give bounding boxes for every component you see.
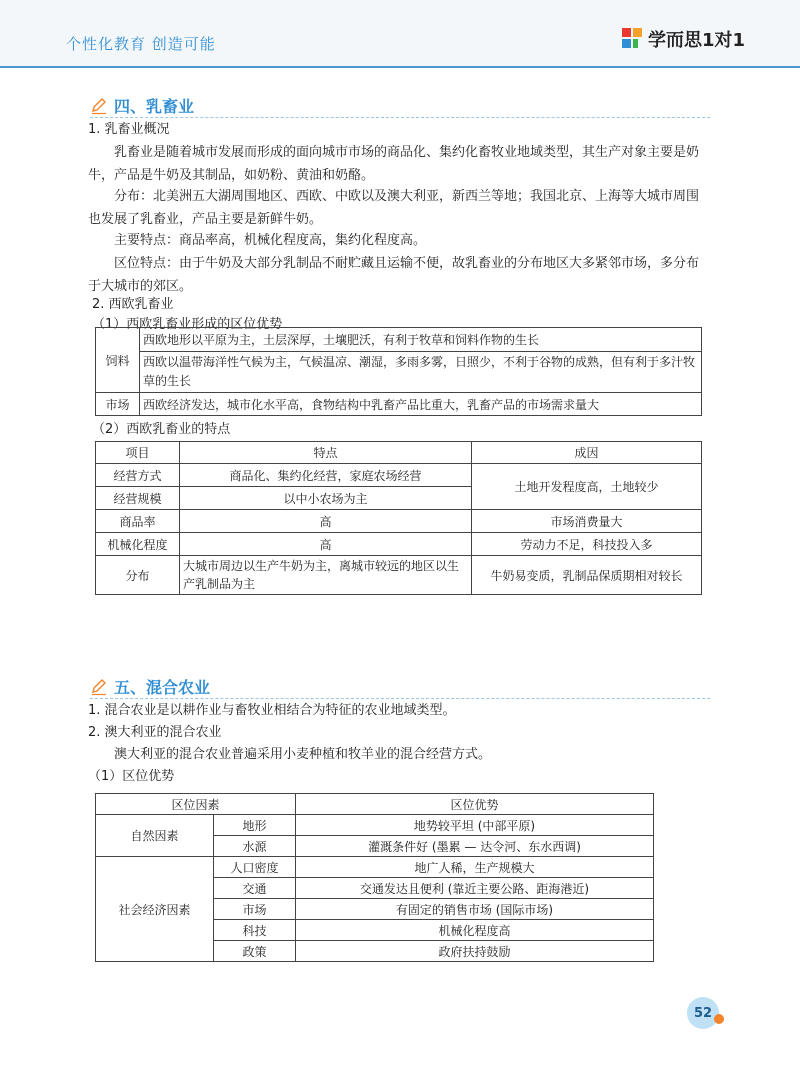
row-advantage: 地势较平坦 (中部平原) (296, 815, 654, 836)
row-factor: 地形 (214, 815, 296, 836)
section-title-4 (90, 94, 194, 117)
row-cause: 牛奶易变质，乳制品保质期相对较长 (472, 556, 702, 595)
header-rule (0, 66, 800, 68)
header-cause: 成因 (472, 442, 702, 464)
location-advantages-table (95, 327, 702, 416)
row-feature: 商品化、集约化经营，家庭农场经营 (180, 464, 472, 487)
feed-row-1: 西欧地形以平原为主，土层深厚，土壤肥沃，有利于牧草和饲料作物的生长 (140, 328, 702, 352)
row-advantage: 交通发达且便利 (靠近主要公路、距海港近) (296, 878, 654, 899)
page-number: 52 (687, 997, 719, 1029)
table-row (96, 556, 702, 595)
table-row (96, 510, 702, 533)
row-cause: 土地开发程度高，土地较少 (472, 464, 702, 510)
header-item: 项目 (96, 442, 180, 464)
australia-body: 澳大利亚的混合农业普遍采用小麦种植和牧羊业的混合经营方式。 (114, 747, 492, 762)
row-cause: 市场消费量大 (472, 510, 702, 533)
row-factor: 政策 (214, 941, 296, 962)
table3-caption: （1）区位优势 (88, 769, 175, 784)
pencil-icon (90, 678, 108, 696)
section-title-text: 四、乳畜业 (114, 97, 195, 116)
australia-heading: 2. 澳大利亚的混合农业 (88, 725, 222, 740)
western-europe-heading: 2. 西欧乳畜业 (92, 297, 174, 312)
row-item: 经营规模 (96, 487, 180, 510)
table-row (96, 393, 702, 416)
row-cause: 劳动力不足，科技投入多 (472, 533, 702, 556)
market-label: 市场 (96, 393, 140, 416)
table-row (96, 815, 654, 836)
row-feature: 高 (180, 510, 472, 533)
row-factor: 科技 (214, 920, 296, 941)
header-factor: 区位因素 (96, 794, 296, 815)
overview-heading: 1. 乳畜业概况 (88, 122, 170, 137)
row-factor: 人口密度 (214, 857, 296, 878)
row-advantage: 地广人稀，生产规模大 (296, 857, 654, 878)
row-advantage: 有固定的销售市场 (国际市场) (296, 899, 654, 920)
overview-definition: 乳畜业是随着城市发展而形成的面向城市市场的商品化、集约化畜牧业地域类型，其生产对象主要是奶牛，产品是牛奶及其制品，如奶粉、黄油和奶酪。 (88, 145, 700, 183)
mixed-farming-table (95, 793, 654, 962)
header-slogan: 个性化教育 创造可能 (66, 35, 216, 53)
table-row (96, 794, 654, 815)
page-number-dot (714, 1014, 724, 1024)
nature-label: 自然因素 (96, 815, 214, 857)
row-item: 机械化程度 (96, 533, 180, 556)
row-factor: 交通 (214, 878, 296, 899)
row-factor: 市场 (214, 899, 296, 920)
feed-label: 饲料 (96, 328, 140, 393)
market-row: 西欧经济发达，城市化水平高，食物结构中乳畜产品比重大，乳畜产品的市场需求量大 (140, 393, 702, 416)
table2-caption: （2）西欧乳畜业的特点 (92, 422, 231, 437)
pencil-icon (90, 97, 108, 115)
section-title-text: 五、混合农业 (114, 678, 211, 697)
row-item: 商品率 (96, 510, 180, 533)
section-title-5 (90, 675, 210, 698)
table-row (96, 328, 702, 352)
overview-distribution: 分布：北美洲五大湖周围地区、西欧、中欧以及澳大利亚，新西兰等地；我国北京、上海等大城市周围也发展了乳畜业，产品主要是新鲜牛奶。 (88, 189, 700, 227)
row-feature: 以中小农场为主 (180, 487, 472, 510)
mixed-definition: 1. 混合农业是以耕作业与畜牧业相结合为特征的农业地域类型。 (88, 703, 456, 718)
table-row (96, 442, 702, 464)
feed-row-2: 西欧以温带海洋性气候为主，气候温凉、潮湿，多雨多雾，日照少，不利于谷物的成熟，但有利于多汁牧草的生长 (140, 352, 702, 393)
table-row (96, 857, 654, 878)
row-advantage: 政府扶持鼓励 (296, 941, 654, 962)
row-feature: 高 (180, 533, 472, 556)
overview-features: 主要特点：商品率高，机械化程度高，集约化程度高。 (114, 233, 427, 248)
overview-location: 区位特点：由于牛奶及大部分乳制品不耐贮藏且运输不便，故乳畜业的分布地区大多紧邻市场，多分布于大城市的郊区。 (88, 256, 700, 294)
row-item: 分布 (96, 556, 180, 595)
row-advantage: 灌溉条件好 (墨累 — 达令河、东水西调) (296, 836, 654, 857)
row-item: 经营方式 (96, 464, 180, 487)
table-row (96, 464, 702, 487)
row-factor: 水源 (214, 836, 296, 857)
table-row (96, 533, 702, 556)
characteristics-table (95, 441, 702, 595)
header-advantage: 区位优势 (296, 794, 654, 815)
header-feature: 特点 (180, 442, 472, 464)
logo-text: 学而思1对1 (648, 30, 746, 51)
social-label: 社会经济因素 (96, 857, 214, 962)
logo-mark-icon (622, 28, 644, 50)
row-feature: 大城市周边以生产牛奶为主，离城市较远的地区以生产乳制品为主 (180, 556, 472, 595)
table-row (96, 352, 702, 393)
table1-caption: （1）西欧乳畜业形成的区位优势 (92, 317, 283, 332)
row-advantage: 机械化程度高 (296, 920, 654, 941)
brand-logo (622, 26, 745, 52)
